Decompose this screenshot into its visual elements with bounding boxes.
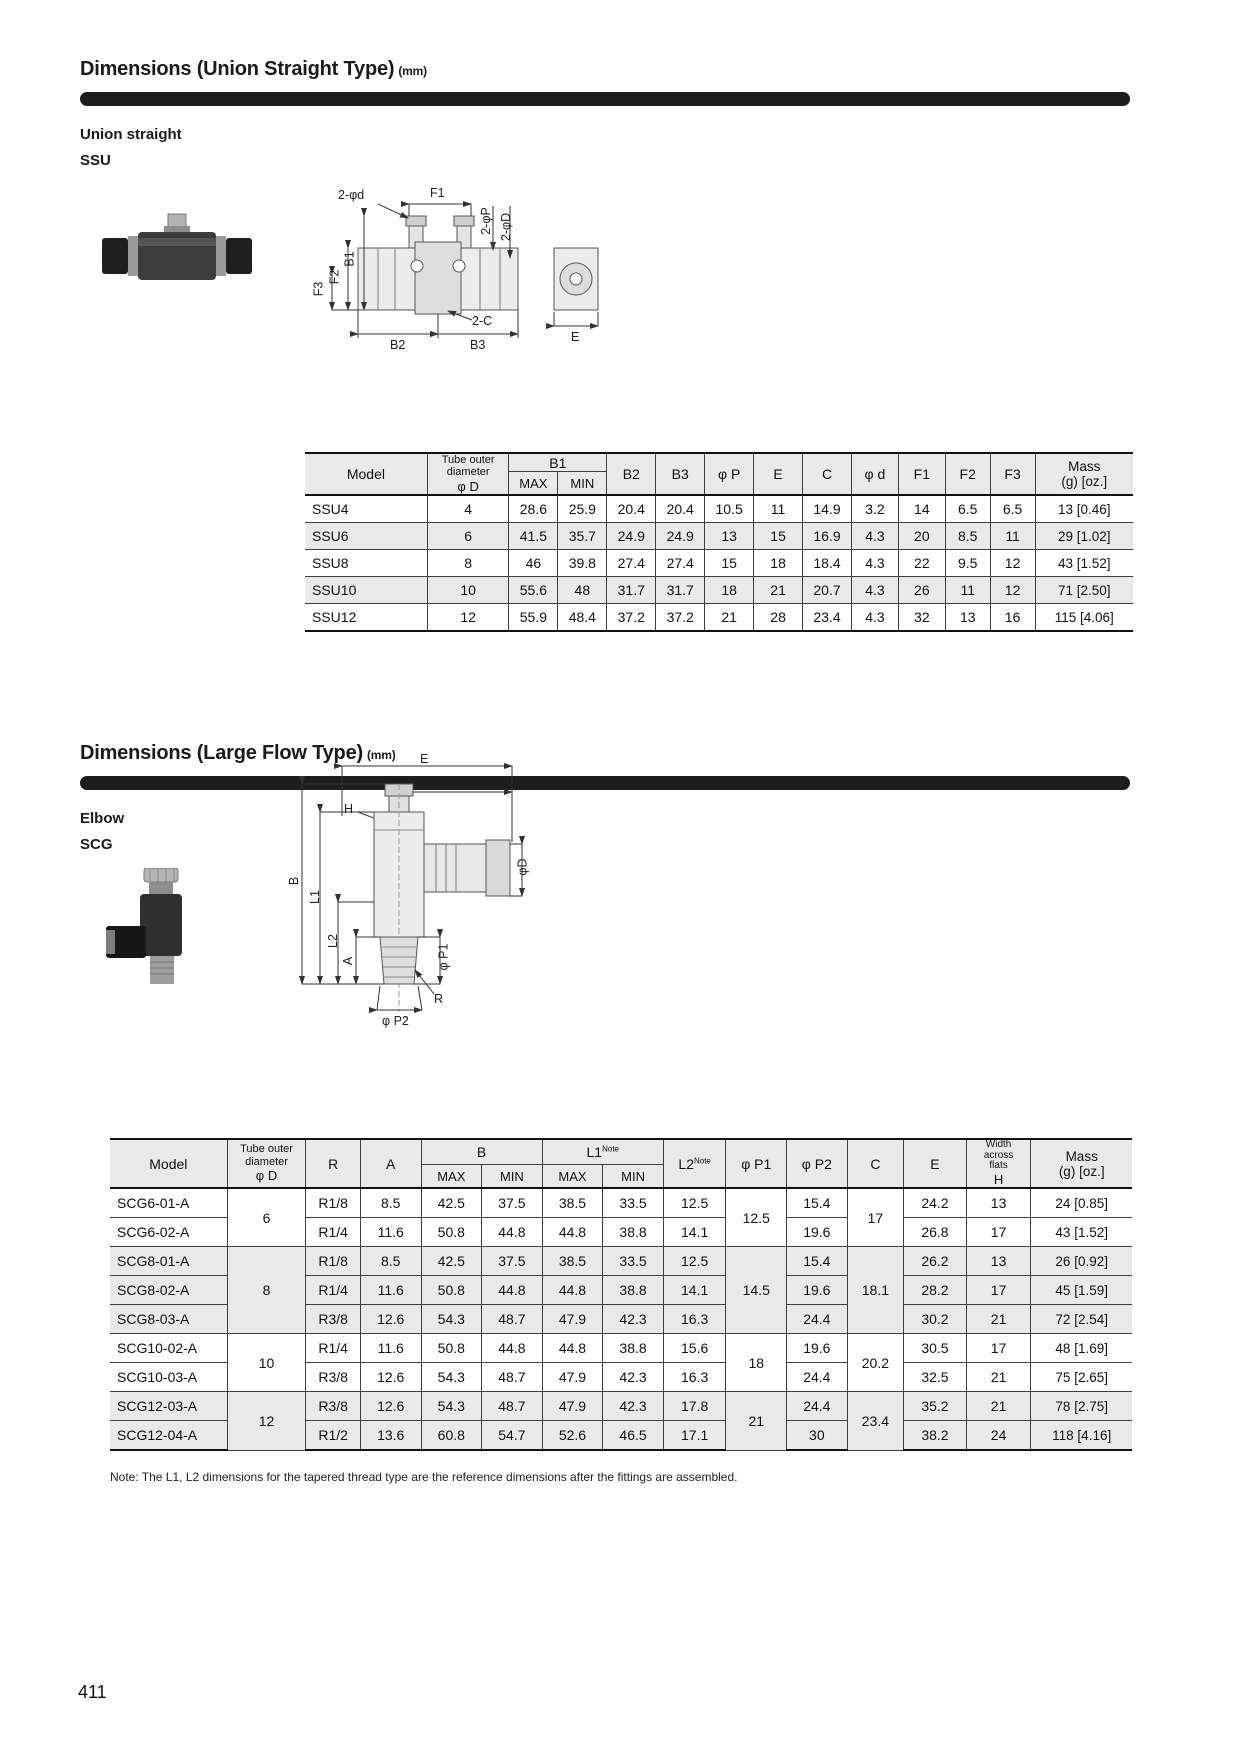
value-cell: 23.4 [803, 604, 852, 632]
dim-label-2-phi-big-d: 2-φD [499, 212, 514, 242]
value-cell: 37.2 [607, 604, 656, 632]
col-header-l1 [542, 1139, 663, 1165]
scg-dimension-drawing [282, 752, 542, 1097]
value-cell: 13 [945, 604, 990, 632]
col-header-phi-p2: φ P2 [787, 1139, 848, 1188]
value-cell: 20.7 [803, 577, 852, 604]
col-header-f2: F2 [945, 453, 990, 495]
value-cell: 24.9 [607, 523, 656, 550]
value-cell: 33.5 [603, 1188, 664, 1218]
col-header-model: Model [305, 453, 427, 495]
scg-drawing-lines [282, 752, 542, 1097]
value-cell: 17.8 [663, 1392, 726, 1421]
ssu-dimensions-table [305, 452, 1133, 632]
value-cell: 19.6 [787, 1276, 848, 1305]
dim-label-phi-p2: φ P2 [382, 1014, 409, 1028]
dim-label-r: R [434, 992, 444, 1006]
value-cell: 38.8 [603, 1276, 664, 1305]
value-cell: 15 [705, 550, 754, 577]
mass-cell: 24 [0.85] [1031, 1188, 1132, 1218]
value-cell: R3/8 [306, 1392, 361, 1421]
value-cell: 21 [966, 1363, 1031, 1392]
value-cell: 27.4 [656, 550, 705, 577]
value-cell: 32.5 [904, 1363, 967, 1392]
mass-unit-line: (g) [oz.] [1058, 1163, 1105, 1179]
value-cell: 12.5 [663, 1188, 726, 1218]
mass-line: Mass [1065, 1148, 1098, 1164]
mass-cell: 115 [4.06] [1035, 604, 1133, 632]
mass-cell: 75 [2.65] [1031, 1363, 1132, 1392]
table-row [305, 604, 1133, 632]
value-cell: 44.8 [542, 1218, 603, 1247]
table-row [305, 577, 1133, 604]
value-cell: 30.5 [904, 1334, 967, 1363]
value-cell: 11.6 [360, 1276, 421, 1305]
section1-series-label: SSU [80, 152, 111, 169]
tube-phi-d-line: φ D [255, 1168, 278, 1184]
value-cell: 16 [990, 604, 1035, 632]
mass-cell: 48 [1.69] [1031, 1334, 1132, 1363]
model-cell: SCG8-03-A [110, 1305, 227, 1334]
value-cell: 12 [990, 550, 1035, 577]
value-cell: 26 [898, 577, 945, 604]
value-cell: 28.2 [904, 1276, 967, 1305]
value-cell: R1/8 [306, 1247, 361, 1276]
value-cell: 38.8 [603, 1334, 664, 1363]
value-cell: 31.7 [656, 577, 705, 604]
section2-divider-bar [80, 776, 1130, 790]
value-cell: 24.4 [787, 1305, 848, 1334]
tube-phi-d-line: φ D [457, 478, 479, 494]
value-cell: 4.3 [851, 550, 898, 577]
dim-label-b2: B2 [390, 338, 406, 352]
value-cell: 18 [754, 550, 803, 577]
value-cell: 24.4 [787, 1392, 848, 1421]
col-header-b3: B3 [656, 453, 705, 495]
dim-label-f3: F3 [311, 281, 326, 297]
model-cell: SSU10 [305, 577, 427, 604]
value-cell: 38.5 [542, 1247, 603, 1276]
value-cell: 42.3 [603, 1363, 664, 1392]
value-cell: 10 [427, 577, 509, 604]
value-cell: 33.5 [603, 1247, 664, 1276]
value-cell: 17 [966, 1334, 1031, 1363]
value-cell: 16.3 [663, 1363, 726, 1392]
value-cell: 25.9 [558, 495, 607, 523]
value-cell: 12.5 [663, 1247, 726, 1276]
table-row [110, 1334, 1132, 1363]
mass-cell: 71 [2.50] [1035, 577, 1133, 604]
value-cell: 11 [945, 577, 990, 604]
section1-unit-label: (mm) [398, 64, 427, 78]
value-cell: 38.5 [542, 1188, 603, 1218]
value-cell: 11.6 [360, 1218, 421, 1247]
mass-cell: 45 [1.59] [1031, 1276, 1132, 1305]
tube-outer-line: Tube outer [240, 1143, 293, 1156]
ssu-table-header [305, 453, 1133, 495]
dim-label-2-c: 2-C [472, 314, 493, 328]
value-cell: 12.5 [726, 1188, 787, 1247]
value-cell: 41.5 [509, 523, 558, 550]
width-line: Width [985, 1139, 1012, 1150]
col-header-e: E [754, 453, 803, 495]
col-header-b1-max: MAX [509, 472, 558, 496]
dim-label-f2: F2 [327, 269, 342, 285]
model-cell: SCG12-04-A [110, 1421, 227, 1451]
value-cell: 20.2 [847, 1334, 904, 1392]
section2-series-label: SCG [80, 836, 113, 853]
value-cell: 17 [966, 1218, 1031, 1247]
l2-label: L2 [678, 1155, 694, 1172]
value-cell: 3.2 [851, 495, 898, 523]
scg-product-photo-art [106, 868, 216, 990]
section1-divider-bar [80, 92, 1130, 106]
model-cell: SCG6-01-A [110, 1188, 227, 1218]
value-cell: 47.9 [542, 1392, 603, 1421]
value-cell: 17 [847, 1188, 904, 1247]
table-row [305, 495, 1133, 523]
value-cell: R3/8 [306, 1363, 361, 1392]
mass-cell: 43 [1.52] [1031, 1218, 1132, 1247]
table-row [110, 1188, 1132, 1218]
model-cell: SCG6-02-A [110, 1218, 227, 1247]
value-cell: 8.5 [360, 1188, 421, 1218]
value-cell: 17.1 [663, 1421, 726, 1451]
section1-type-label: Union straight [80, 126, 182, 143]
value-cell: 19.6 [787, 1218, 848, 1247]
value-cell: 18.1 [847, 1247, 904, 1334]
value-cell: 14.9 [803, 495, 852, 523]
col-header-r: R [306, 1139, 361, 1188]
value-cell: 16.3 [663, 1305, 726, 1334]
ssu-dimension-drawing [311, 186, 620, 366]
value-cell: 20 [898, 523, 945, 550]
col-header-tube-diameter [427, 453, 509, 495]
scg-dimensions-table [110, 1138, 1132, 1451]
value-cell: 4.3 [851, 523, 898, 550]
value-cell: 11 [990, 523, 1035, 550]
value-cell: 20.4 [656, 495, 705, 523]
value-cell: 35.7 [558, 523, 607, 550]
value-cell: 21 [754, 577, 803, 604]
value-cell: 44.8 [542, 1276, 603, 1305]
value-cell: 39.8 [558, 550, 607, 577]
col-header-e: E [904, 1139, 967, 1188]
scg-table-header [110, 1139, 1132, 1188]
dim-label-b: B [287, 876, 302, 886]
across-line: across [983, 1149, 1014, 1161]
model-cell: SSU6 [305, 523, 427, 550]
col-header-b2: B2 [607, 453, 656, 495]
value-cell: 24 [966, 1421, 1031, 1451]
col-header-mass [1035, 453, 1133, 495]
value-cell: 37.2 [656, 604, 705, 632]
value-cell: 12.6 [360, 1305, 421, 1334]
value-cell: 52.6 [542, 1421, 603, 1451]
value-cell: 8.5 [945, 523, 990, 550]
value-cell: 44.8 [542, 1334, 603, 1363]
value-cell: 54.3 [421, 1305, 482, 1334]
dim-label-h: H [344, 802, 354, 816]
value-cell: 4.3 [851, 577, 898, 604]
model-cell: SSU4 [305, 495, 427, 523]
table-footnote: Note: The L1, L2 dimensions for the tapered thread type are the reference dimensions after the fittings are assembled. [110, 1470, 738, 1484]
value-cell: 12.6 [360, 1392, 421, 1421]
mass-cell: 13 [0.46] [1035, 495, 1133, 523]
value-cell: 12 [227, 1392, 306, 1451]
value-cell: 44.8 [482, 1218, 543, 1247]
value-cell: 48.7 [482, 1363, 543, 1392]
value-cell: 30.2 [904, 1305, 967, 1334]
col-header-l1-max: MAX [542, 1165, 603, 1189]
value-cell: 14.5 [726, 1247, 787, 1334]
dim-label-b3: B3 [470, 338, 486, 352]
value-cell: 8 [427, 550, 509, 577]
value-cell: 14 [898, 495, 945, 523]
model-cell: SCG12-03-A [110, 1392, 227, 1421]
model-cell: SCG10-02-A [110, 1334, 227, 1363]
value-cell: R1/2 [306, 1421, 361, 1451]
scg-table-body [110, 1188, 1132, 1450]
ssu-product-photo-art [102, 212, 252, 294]
col-header-l2 [663, 1139, 726, 1188]
dim-label-l2: L2 [325, 934, 340, 948]
mass-cell: 72 [2.54] [1031, 1305, 1132, 1334]
value-cell: 6.5 [945, 495, 990, 523]
tube-diameter-line: diameter [446, 466, 490, 479]
value-cell: 50.8 [421, 1334, 482, 1363]
value-cell: 35.2 [904, 1392, 967, 1421]
col-header-b: B [421, 1139, 542, 1165]
col-header-phi-p: φ P [705, 453, 754, 495]
value-cell: 17 [966, 1276, 1031, 1305]
dim-label-e: E [571, 330, 580, 344]
value-cell: 6.5 [990, 495, 1035, 523]
col-header-a: A [360, 1139, 421, 1188]
table-row [110, 1247, 1132, 1276]
col-header-c: C [803, 453, 852, 495]
dim-label-phi-p1: φ P1 [436, 943, 451, 971]
dim-label-b1: B1 [342, 251, 357, 267]
section2-type-label: Elbow [80, 810, 125, 827]
scg-product-photo [106, 868, 216, 995]
value-cell: 50.8 [421, 1276, 482, 1305]
section2-title-text: Dimensions (Large Flow Type) [80, 742, 363, 764]
value-cell: 13 [705, 523, 754, 550]
col-header-mass [1031, 1139, 1132, 1188]
model-cell: SSU12 [305, 604, 427, 632]
model-cell: SCG10-03-A [110, 1363, 227, 1392]
value-cell: 42.5 [421, 1188, 482, 1218]
value-cell: 30 [787, 1421, 848, 1451]
table-row [110, 1392, 1132, 1421]
value-cell: 14.1 [663, 1276, 726, 1305]
value-cell: 13 [966, 1247, 1031, 1276]
value-cell: 48.7 [482, 1392, 543, 1421]
col-header-l1-min: MIN [603, 1165, 664, 1189]
value-cell: 27.4 [607, 550, 656, 577]
mass-cell: 29 [1.02] [1035, 523, 1133, 550]
table-row [305, 523, 1133, 550]
value-cell: 32 [898, 604, 945, 632]
value-cell: 47.9 [542, 1363, 603, 1392]
value-cell: 44.8 [482, 1334, 543, 1363]
value-cell: 21 [966, 1392, 1031, 1421]
col-header-f1: F1 [898, 453, 945, 495]
value-cell: 8.5 [360, 1247, 421, 1276]
dim-label-2-phi-d: 2-φd [338, 188, 365, 202]
mass-cell: 78 [2.75] [1031, 1392, 1132, 1421]
value-cell: 42.5 [421, 1247, 482, 1276]
value-cell: 42.3 [603, 1305, 664, 1334]
ssu-product-photo [102, 212, 252, 299]
value-cell: 12.6 [360, 1363, 421, 1392]
value-cell: 15.4 [787, 1188, 848, 1218]
value-cell: 38.2 [904, 1421, 967, 1451]
value-cell: 13.6 [360, 1421, 421, 1451]
section2-unit-label: (mm) [366, 748, 396, 762]
value-cell: 54.3 [421, 1363, 482, 1392]
value-cell: 47.9 [542, 1305, 603, 1334]
value-cell: R1/4 [306, 1276, 361, 1305]
value-cell: 48 [558, 577, 607, 604]
value-cell: 15.6 [663, 1334, 726, 1363]
mass-line: Mass [1068, 459, 1101, 475]
page-number: 411 [78, 1682, 107, 1702]
value-cell: 28.6 [509, 495, 558, 523]
value-cell: 15.4 [787, 1247, 848, 1276]
col-header-model: Model [110, 1139, 227, 1188]
dim-label-c: C [450, 778, 460, 792]
value-cell: 42.3 [603, 1392, 664, 1421]
model-cell: SCG8-02-A [110, 1276, 227, 1305]
dim-label-e: E [420, 752, 429, 766]
value-cell: 18 [705, 577, 754, 604]
flats-line: flats [989, 1160, 1008, 1171]
value-cell: R1/4 [306, 1218, 361, 1247]
value-cell: 18 [726, 1334, 787, 1392]
col-header-phi-p1: φ P1 [726, 1139, 787, 1188]
dim-label-2-phi-p: 2-φP [478, 207, 493, 235]
value-cell: 20.4 [607, 495, 656, 523]
col-header-b1: B1 [509, 453, 607, 472]
col-header-b-min: MIN [482, 1165, 543, 1189]
col-header-b-max: MAX [421, 1165, 482, 1189]
value-cell: 12 [427, 604, 509, 632]
tube-outer-line: Tube outer [441, 454, 495, 466]
value-cell: 38.8 [603, 1218, 664, 1247]
value-cell: R1/8 [306, 1188, 361, 1218]
value-cell: 24.4 [787, 1363, 848, 1392]
value-cell: 14.1 [663, 1218, 726, 1247]
value-cell: 9.5 [945, 550, 990, 577]
value-cell: 23.4 [847, 1392, 904, 1451]
table-row [305, 550, 1133, 577]
table-header-row [110, 1139, 1132, 1165]
dim-label-f1: F1 [430, 186, 445, 200]
section1-title-text: Dimensions (Union Straight Type) [80, 58, 395, 80]
value-cell: 37.5 [482, 1188, 543, 1218]
value-cell: 48.4 [558, 604, 607, 632]
value-cell: 54.3 [421, 1392, 482, 1421]
value-cell: 46 [509, 550, 558, 577]
col-header-width-across-flats [966, 1139, 1031, 1188]
l2-note-sup: Note [693, 1155, 711, 1165]
col-header-c: C [847, 1139, 904, 1188]
model-cell: SSU8 [305, 550, 427, 577]
value-cell: 15 [754, 523, 803, 550]
mass-cell: 43 [1.52] [1035, 550, 1133, 577]
value-cell: 4.3 [851, 604, 898, 632]
value-cell: 10.5 [705, 495, 754, 523]
value-cell: 4 [427, 495, 509, 523]
dim-label-phi-d: φD [515, 858, 530, 876]
value-cell: 18.4 [803, 550, 852, 577]
value-cell: 13 [966, 1188, 1031, 1218]
value-cell: 48.7 [482, 1305, 543, 1334]
value-cell: 11.6 [360, 1334, 421, 1363]
value-cell: 60.8 [421, 1421, 482, 1451]
value-cell: 24.9 [656, 523, 705, 550]
value-cell: 8 [227, 1247, 306, 1334]
value-cell: 22 [898, 550, 945, 577]
value-cell: 24.2 [904, 1188, 967, 1218]
value-cell: 50.8 [421, 1218, 482, 1247]
value-cell: 54.7 [482, 1421, 543, 1451]
ssu-table-body [305, 495, 1133, 631]
col-header-f3: F3 [990, 453, 1035, 495]
value-cell: 21 [705, 604, 754, 632]
section1-title [80, 58, 427, 81]
mass-cell: 26 [0.92] [1031, 1247, 1132, 1276]
value-cell: 44.8 [482, 1276, 543, 1305]
col-header-tube-diameter [227, 1139, 306, 1188]
value-cell: 6 [427, 523, 509, 550]
value-cell: 26.2 [904, 1247, 967, 1276]
value-cell: 6 [227, 1188, 306, 1247]
tube-diameter-line: diameter [245, 1155, 288, 1168]
dim-label-a: A [341, 956, 356, 966]
l1-label: L1 [586, 1144, 603, 1161]
value-cell: 37.5 [482, 1247, 543, 1276]
value-cell: 55.6 [509, 577, 558, 604]
value-cell: 21 [726, 1392, 787, 1451]
value-cell: 26.8 [904, 1218, 967, 1247]
value-cell: 19.6 [787, 1334, 848, 1363]
table-header-row [305, 453, 1133, 472]
value-cell: 21 [966, 1305, 1031, 1334]
h-line: H [993, 1171, 1004, 1187]
value-cell: 28 [754, 604, 803, 632]
value-cell: 10 [227, 1334, 306, 1392]
value-cell: 12 [990, 577, 1035, 604]
l1-note-sup: Note [602, 1144, 619, 1154]
value-cell: 55.9 [509, 604, 558, 632]
col-header-phi-d: φ d [851, 453, 898, 495]
mass-unit-line: (g) [oz.] [1061, 474, 1108, 490]
model-cell: SCG8-01-A [110, 1247, 227, 1276]
mass-cell: 118 [4.16] [1031, 1421, 1132, 1451]
value-cell: 11 [754, 495, 803, 523]
dim-label-l1: L1 [307, 890, 322, 904]
value-cell: R3/8 [306, 1305, 361, 1334]
col-header-b1-min: MIN [558, 472, 607, 496]
value-cell: 46.5 [603, 1421, 664, 1451]
value-cell: R1/4 [306, 1334, 361, 1363]
value-cell: 31.7 [607, 577, 656, 604]
value-cell: 16.9 [803, 523, 852, 550]
